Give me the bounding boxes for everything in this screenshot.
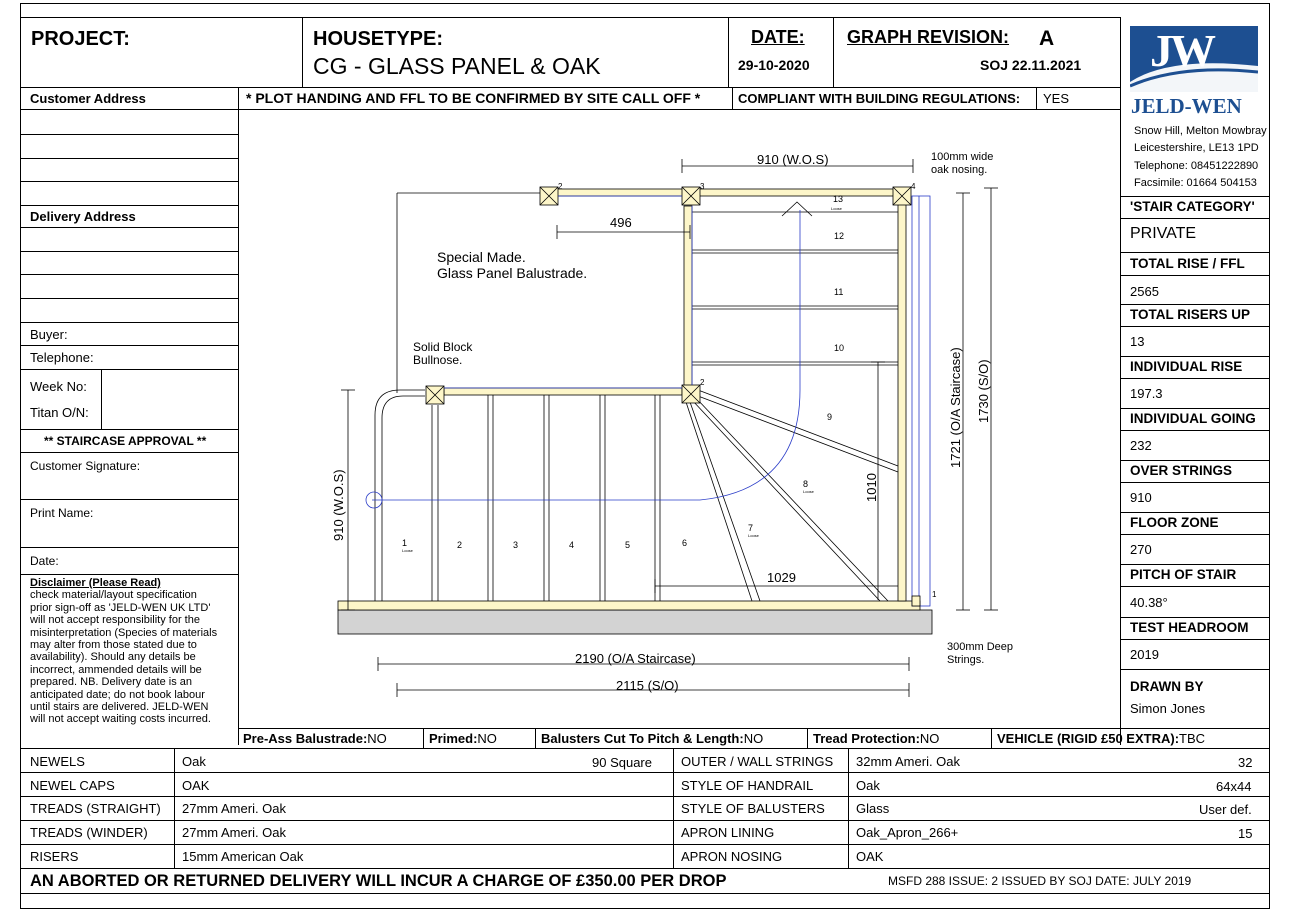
individual-going-label: INDIVIDUAL GOING bbox=[1130, 411, 1256, 426]
spec-label: NEWELS bbox=[30, 754, 85, 769]
disclaimer-line: incorrect, ammended details will be bbox=[30, 663, 202, 676]
bottom-string bbox=[338, 601, 920, 610]
spec-label: STYLE OF BALUSTERS bbox=[681, 801, 825, 816]
disclaimer-line: will not accept waiting costs incurred. bbox=[30, 713, 211, 726]
tread-protection-label: Tread Protection: bbox=[813, 731, 920, 746]
top-string bbox=[549, 189, 903, 196]
project-label: PROJECT: bbox=[31, 28, 130, 50]
balusters-cut bbox=[541, 732, 763, 745]
strings-note-1: 300mm Deep bbox=[947, 641, 1014, 653]
individual-rise-label: INDIVIDUAL RISE bbox=[1130, 359, 1243, 374]
graph-revision-value: A bbox=[1039, 27, 1055, 50]
tread-protection bbox=[813, 732, 939, 745]
tread-number: 6 bbox=[682, 538, 688, 548]
issue-note: MSFD 288 ISSUE: 2 ISSUED BY SOJ DATE: JULY 2019 bbox=[888, 874, 1192, 888]
vehicle-value: TBC bbox=[1179, 731, 1206, 746]
date-label-left: Date: bbox=[30, 554, 59, 568]
spec-label: STYLE OF HANDRAIL bbox=[681, 778, 814, 793]
spec-value: 27mm Ameri. Oak bbox=[182, 825, 287, 840]
spec-label: RISERS bbox=[30, 849, 79, 864]
total-risers-label: TOTAL RISERS UP bbox=[1130, 307, 1251, 322]
stair-category-label: 'STAIR CATEGORY' bbox=[1130, 199, 1255, 214]
special-note-1: Special Made. bbox=[437, 249, 526, 265]
apron-line bbox=[912, 196, 930, 606]
tread-number: 1 bbox=[402, 538, 408, 548]
newel-number: 4 bbox=[911, 182, 916, 191]
pitch-value: 40.38° bbox=[1130, 595, 1168, 610]
date-value: 29-10-2020 bbox=[738, 57, 810, 73]
delivery-warning: AN ABORTED OR RETURNED DELIVERY WILL INCUR A CHARGE OF £350.00 PER DROP bbox=[30, 872, 727, 890]
rule bbox=[20, 820, 1270, 821]
customer-address-label: Customer Address bbox=[30, 91, 146, 106]
disclaimer-line: check material/layout specification bbox=[30, 589, 197, 602]
bullnose-note-2: Bullnose. bbox=[413, 353, 463, 367]
tread-number: 4 bbox=[569, 540, 575, 550]
over-strings-label: OVER STRINGS bbox=[1130, 463, 1233, 478]
special-note-2: Glass Panel Balustrade. bbox=[437, 265, 588, 281]
spec-label: APRON LINING bbox=[681, 825, 775, 840]
handrail-landing bbox=[444, 388, 682, 395]
spec-value: Oak bbox=[182, 754, 206, 769]
primed-value: NO bbox=[477, 731, 497, 746]
tread-number: 5 bbox=[625, 540, 631, 550]
divider bbox=[535, 728, 536, 748]
spec-value: OAK bbox=[856, 849, 884, 864]
spec-label: TREADS (STRAIGHT) bbox=[30, 801, 161, 816]
inner-string bbox=[684, 206, 692, 386]
dim-1730: 1730 (S/O) bbox=[976, 359, 991, 423]
balusters-value: NO bbox=[743, 731, 764, 746]
pre-ass-value: NO bbox=[367, 731, 387, 746]
company-address-2: Leicestershire, LE13 1PD bbox=[1134, 142, 1259, 154]
newel bbox=[912, 596, 920, 606]
winder-line bbox=[686, 402, 752, 601]
dim-496: 496 bbox=[610, 215, 632, 230]
winder-line bbox=[698, 396, 898, 472]
loose-tag: Loose bbox=[402, 548, 413, 553]
print-name-label: Print Name: bbox=[30, 506, 94, 520]
dim-left: 910 (W.O.S) bbox=[331, 469, 346, 541]
tread-protection-value: NO bbox=[919, 731, 940, 746]
vehicle-label: VEHICLE (RIGID £50 EXTRA): bbox=[997, 731, 1180, 746]
divider bbox=[807, 728, 808, 748]
tread-number: 10 bbox=[834, 343, 845, 353]
spec-extra: 64x44 bbox=[1216, 779, 1252, 794]
bullnose bbox=[382, 396, 425, 601]
divider bbox=[991, 728, 992, 748]
dim-top: 910 (W.O.S) bbox=[757, 152, 829, 167]
disclaimer-line: may alter from those stated due to bbox=[30, 639, 197, 652]
spec-value: 32mm Ameri. Oak bbox=[856, 754, 961, 769]
divider bbox=[848, 748, 849, 868]
wall-string bbox=[898, 196, 906, 601]
spec-extra: User def. bbox=[1199, 802, 1252, 817]
bullnose bbox=[375, 390, 425, 601]
tread-number: 13 bbox=[833, 194, 844, 204]
newel-number: 3 bbox=[700, 182, 705, 191]
individual-going-value: 232 bbox=[1130, 438, 1152, 453]
dim-2190: 2190 (O/A Staircase) bbox=[575, 651, 696, 666]
divider bbox=[423, 728, 424, 748]
spec-value: 27mm Ameri. Oak bbox=[182, 801, 287, 816]
loose-tag: Loose bbox=[748, 533, 759, 538]
total-rise-label: TOTAL RISE / FFL bbox=[1130, 256, 1245, 271]
spec-label: OUTER / WALL STRINGS bbox=[681, 754, 834, 769]
drawn-by-label: DRAWN BY bbox=[1130, 679, 1204, 694]
dim-1721: 1721 (O/A Staircase) bbox=[948, 347, 963, 468]
pre-ass-balustrade bbox=[243, 732, 387, 745]
tread-number: 8 bbox=[803, 479, 809, 489]
company-telephone: Telephone: 08451222890 bbox=[1134, 160, 1259, 172]
week-no-label: Week No: bbox=[30, 379, 87, 394]
floor-zone-value: 270 bbox=[1130, 542, 1152, 557]
spec-label: APRON NOSING bbox=[681, 849, 783, 864]
total-risers-value: 13 bbox=[1130, 334, 1145, 349]
total-rise-value: 2565 bbox=[1130, 284, 1159, 299]
spec-value: Oak_Apron_266+ bbox=[856, 825, 959, 840]
divider bbox=[673, 748, 674, 868]
over-strings-value: 910 bbox=[1130, 490, 1152, 505]
individual-rise-value: 197.3 bbox=[1130, 386, 1163, 401]
primed bbox=[429, 732, 497, 745]
divider bbox=[174, 748, 175, 868]
tread-number: 2 bbox=[457, 540, 463, 550]
direction-arrow bbox=[782, 202, 812, 216]
primed-label: Primed: bbox=[429, 731, 478, 746]
drawn-by-value: Simon Jones bbox=[1130, 701, 1206, 716]
newel-number: 2 bbox=[700, 378, 705, 387]
nosing-note-1: 100mm wide bbox=[931, 151, 994, 163]
floor-zone bbox=[338, 610, 932, 634]
spec-extra: 15 bbox=[1238, 826, 1253, 841]
vehicle bbox=[997, 732, 1205, 745]
rule bbox=[20, 772, 1270, 773]
disclaimer-line: availability). Should any details be bbox=[30, 651, 196, 664]
dim-1010: 1010 bbox=[864, 473, 879, 502]
dim-1029: 1029 bbox=[767, 570, 796, 585]
tread-number: 9 bbox=[827, 412, 833, 422]
newel-number: 2 bbox=[558, 182, 563, 191]
tread-number: 7 bbox=[748, 523, 754, 533]
rule bbox=[238, 728, 1270, 729]
spec-extra: 32 bbox=[1238, 755, 1253, 770]
dim-2115: 2115 (S/O) bbox=[616, 678, 679, 693]
date-label: DATE: bbox=[751, 27, 805, 47]
housetype-label: HOUSETYPE: bbox=[313, 28, 444, 50]
disclaimer-line: will not accept responsibility for the bbox=[30, 614, 200, 627]
disclaimer-title: Disclaimer (Please Read) bbox=[30, 577, 161, 589]
test-headroom-label: TEST HEADROOM bbox=[1130, 620, 1249, 635]
rule bbox=[20, 844, 1270, 845]
titan-on-label: Titan O/N: bbox=[30, 405, 89, 420]
pre-ass-label: Pre-Ass Balustrade: bbox=[243, 731, 368, 746]
logo-letters: JW bbox=[1150, 26, 1213, 76]
newel-number: 1 bbox=[932, 590, 937, 599]
company-address-1: Snow Hill, Melton Mowbray bbox=[1134, 125, 1267, 137]
delivery-address-label: Delivery Address bbox=[30, 209, 136, 224]
winder-line bbox=[690, 402, 760, 601]
disclaimer-line: until stairs are delivered. JELD-WEN bbox=[30, 701, 209, 714]
logo-name: JELD-WEN bbox=[1131, 94, 1242, 118]
bullnose-note-1: Solid Block bbox=[413, 340, 473, 354]
housetype-value: CG - GLASS PANEL & OAK bbox=[313, 53, 601, 79]
rule bbox=[20, 893, 1270, 894]
stair-category-value: PRIVATE bbox=[1130, 225, 1197, 242]
spec-label: NEWEL CAPS bbox=[30, 778, 115, 793]
rule bbox=[20, 868, 1270, 869]
graph-revision-label: GRAPH REVISION: bbox=[847, 27, 1010, 47]
revision-note: SOJ 22.11.2021 bbox=[980, 57, 1082, 73]
spec-extra: 90 Square bbox=[592, 755, 652, 770]
winder-line bbox=[698, 390, 898, 466]
balusters-label: Balusters Cut To Pitch & Length: bbox=[541, 731, 744, 746]
loose-tag: Loose bbox=[803, 489, 814, 494]
plot-handing-notice: * PLOT HANDING AND FFL TO BE CONFIRMED BY SITE CALL OFF * bbox=[246, 90, 701, 106]
rule bbox=[20, 796, 1270, 797]
spec-label: TREADS (WINDER) bbox=[30, 825, 148, 840]
compliant-label: COMPLIANT WITH BUILDING REGULATIONS: bbox=[738, 91, 1021, 106]
disclaimer-line: misinterpretation (Species of materials bbox=[30, 626, 218, 639]
compliant-value: YES bbox=[1043, 91, 1070, 106]
disclaimer-line: anticipated date; do not book labour bbox=[30, 688, 205, 701]
disclaimer-line: prepared. NB. Delivery date is an bbox=[30, 676, 193, 689]
tread-number: 3 bbox=[513, 540, 519, 550]
nosing-note-2: oak nosing. bbox=[931, 164, 988, 176]
test-headroom-value: 2019 bbox=[1130, 647, 1159, 662]
strings-note-2: Strings. bbox=[947, 654, 985, 666]
pitch-label: PITCH OF STAIR bbox=[1130, 567, 1237, 582]
floor-zone-label: FLOOR ZONE bbox=[1130, 515, 1219, 530]
spec-value: Oak bbox=[856, 778, 880, 793]
company-facsimile: Facsimile: 01664 504153 bbox=[1134, 177, 1257, 189]
spec-value: 15mm American Oak bbox=[182, 849, 304, 864]
spec-value: Glass bbox=[856, 801, 890, 816]
tread-number: 11 bbox=[834, 287, 844, 297]
approval-title: ** STAIRCASE APPROVAL ** bbox=[44, 434, 207, 448]
disclaimer-line: prior sign-off as 'JELD-WEN UK LTD' bbox=[30, 601, 211, 614]
spec-value: OAK bbox=[182, 778, 210, 793]
customer-signature-label: Customer Signature: bbox=[30, 459, 141, 473]
buyer-label: Buyer: bbox=[30, 327, 68, 342]
telephone-label: Telephone: bbox=[30, 350, 94, 365]
loose-tag: Loose bbox=[831, 206, 842, 211]
tread-number: 12 bbox=[834, 231, 845, 241]
rule bbox=[20, 748, 1270, 749]
